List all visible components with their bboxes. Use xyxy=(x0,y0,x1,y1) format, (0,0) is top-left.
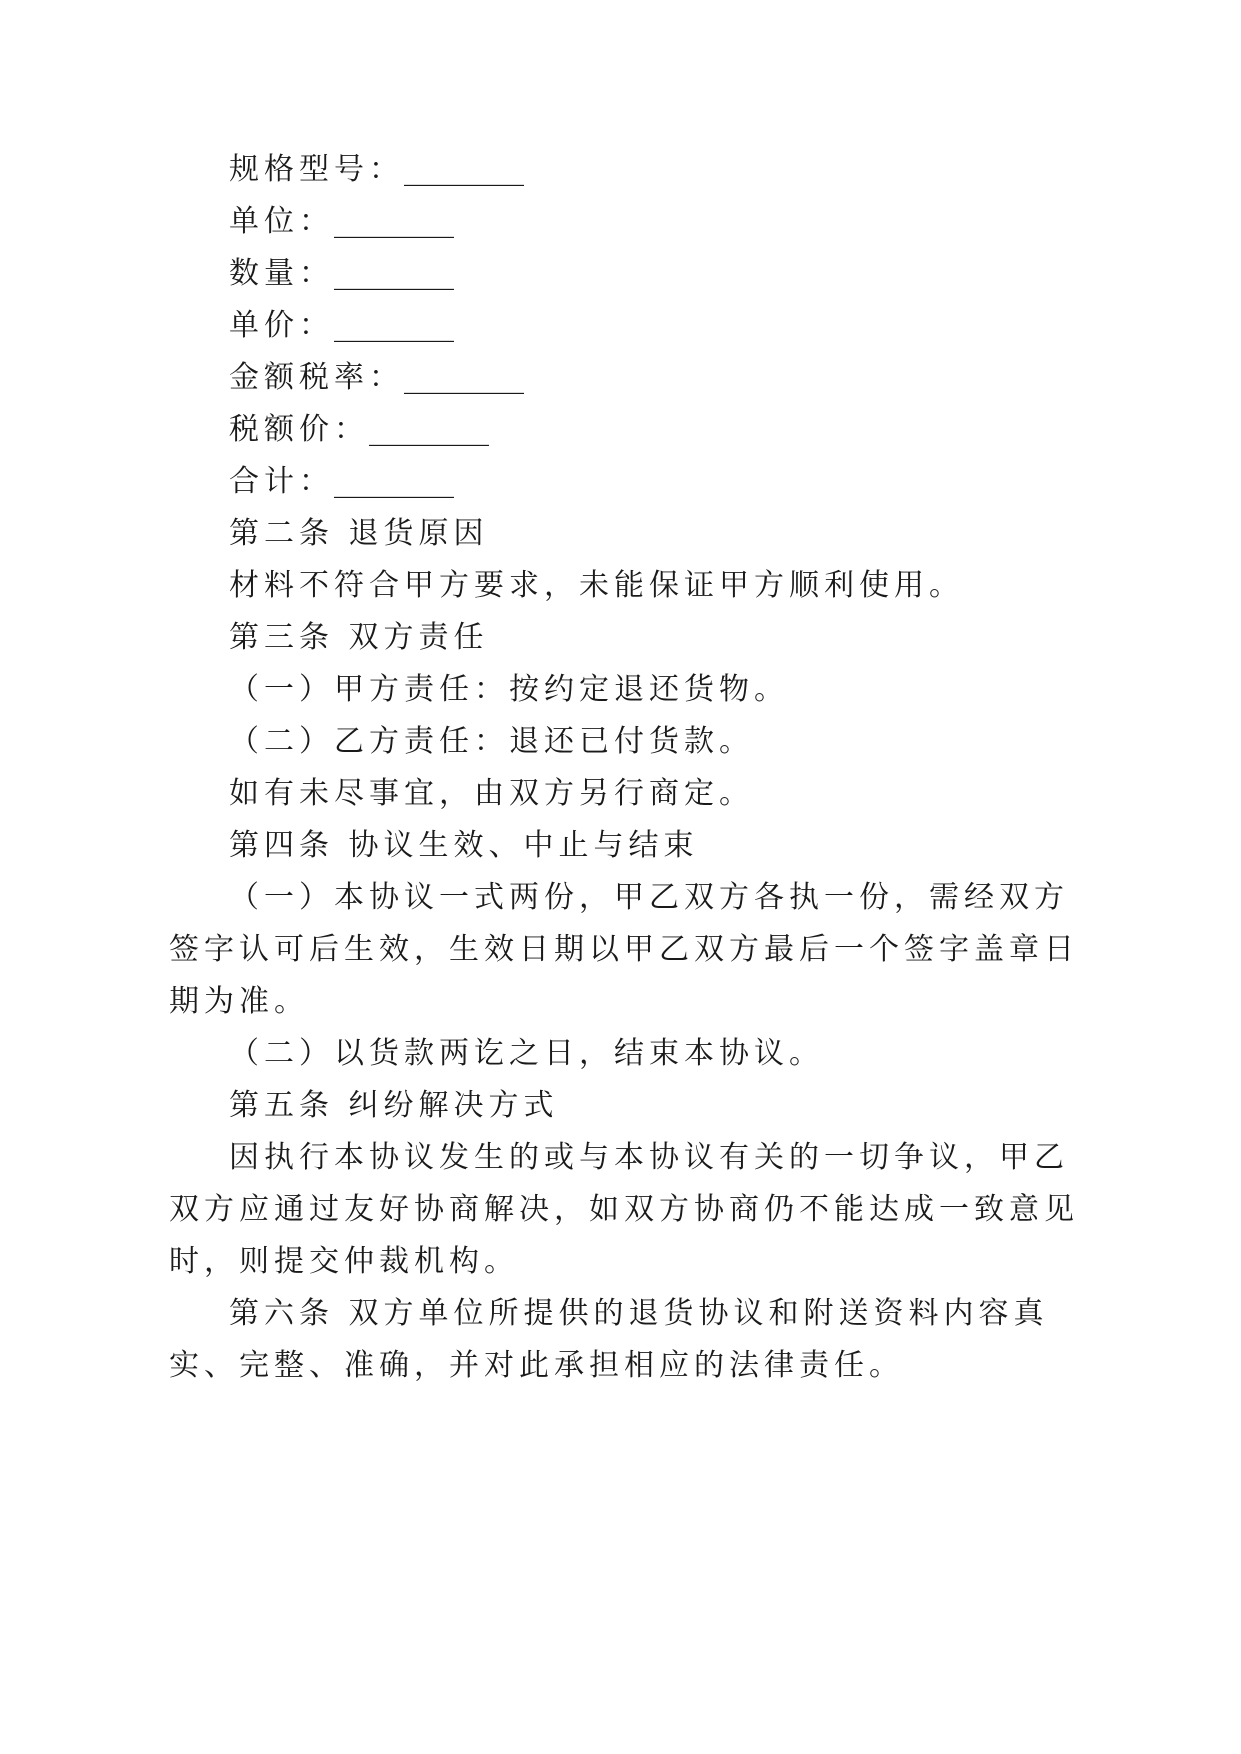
field-blank: ________ xyxy=(369,412,489,447)
field-total xyxy=(229,462,454,502)
article4-item1-line3: 期为准。 xyxy=(169,984,309,1019)
field-blank: ________ xyxy=(334,256,454,291)
field-blank: ________ xyxy=(404,360,524,395)
article4-item1-line2: 签字认可后生效，生效日期以甲乙双方最后一个签字盖章日 xyxy=(169,932,1079,967)
article5-heading: 第五条 纠纷解决方式 xyxy=(229,1088,559,1123)
article4-heading: 第四条 协议生效、中止与结束 xyxy=(229,828,699,863)
field-amount-tax-rate xyxy=(229,358,524,398)
field-label: 数量： xyxy=(229,256,334,291)
field-blank: ________ xyxy=(334,464,454,499)
field-blank: ________ xyxy=(334,308,454,343)
field-blank: ________ xyxy=(404,152,524,187)
field-quantity xyxy=(229,254,454,294)
article5-text-line2: 双方应通过友好协商解决，如双方协商仍不能达成一致意见 xyxy=(169,1192,1079,1227)
field-label: 单价： xyxy=(229,308,334,343)
field-blank: ________ xyxy=(334,204,454,239)
field-unit xyxy=(229,202,454,242)
article5-text-line1: 因执行本协议发生的或与本协议有关的一切争议，甲乙 xyxy=(229,1140,1069,1175)
article3-heading: 第三条 双方责任 xyxy=(229,620,489,655)
field-label: 合计： xyxy=(229,464,334,499)
field-model-spec xyxy=(229,150,524,190)
field-label: 规格型号： xyxy=(229,152,404,187)
article6-line1: 第六条 双方单位所提供的退货协议和附送资料内容真 xyxy=(229,1296,1049,1331)
field-label: 税额价： xyxy=(229,412,369,447)
article3-item-2: （二）乙方责任：退还已付货款。 xyxy=(229,724,754,759)
article5-text-line3: 时，则提交仲裁机构。 xyxy=(169,1244,519,1279)
field-tax-amount xyxy=(229,410,489,450)
field-label: 单位： xyxy=(229,204,334,239)
article2-text: 材料不符合甲方要求，未能保证甲方顺利使用。 xyxy=(229,568,964,603)
article4-item1-line1: （一）本协议一式两份，甲乙双方各执一份，需经双方 xyxy=(229,880,1069,915)
field-unit-price xyxy=(229,306,454,346)
article6-line2: 实、完整、准确，并对此承担相应的法律责任。 xyxy=(169,1348,904,1383)
field-label: 金额税率： xyxy=(229,360,404,395)
article4-item2: （二）以货款两讫之日，结束本协议。 xyxy=(229,1036,824,1071)
article3-note: 如有未尽事宜，由双方另行商定。 xyxy=(229,776,754,811)
article3-item-1: （一）甲方责任：按约定退还货物。 xyxy=(229,672,789,707)
article2-heading: 第二条 退货原因 xyxy=(229,516,489,551)
